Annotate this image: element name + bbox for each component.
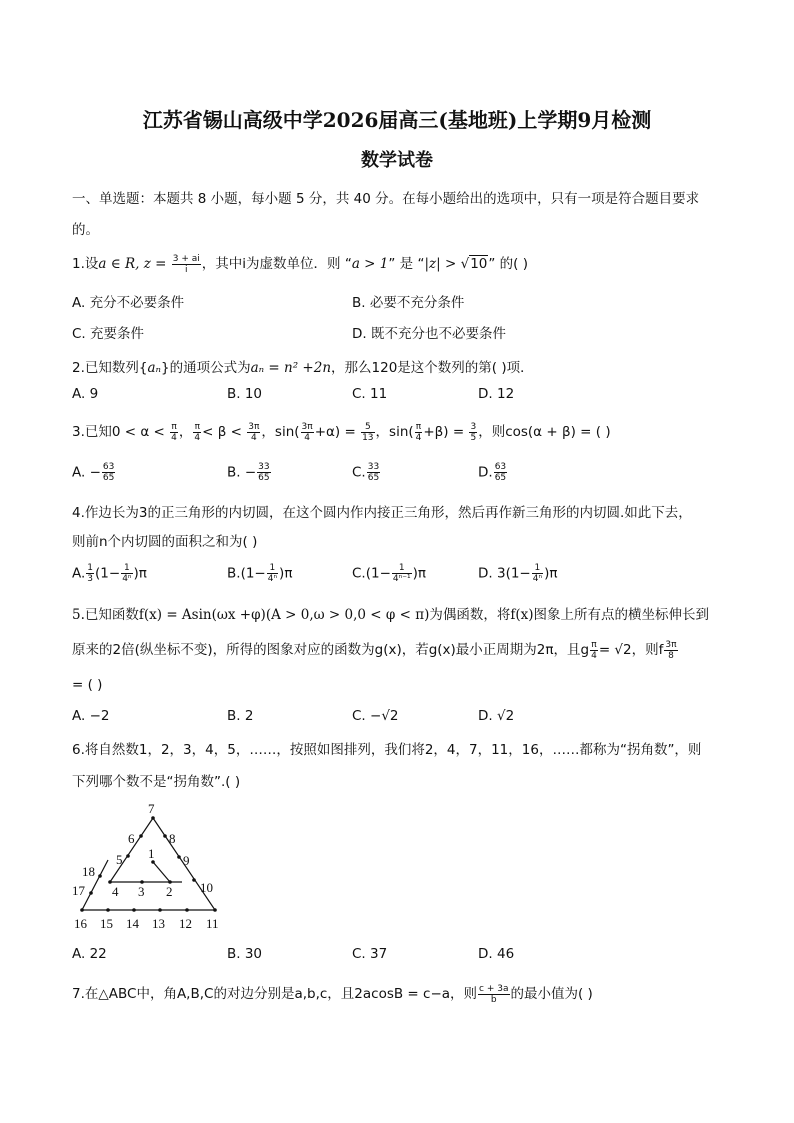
section-instructions-line1: 一、单选题：本题共 8 小题，每小题 5 分，共 40 分。在每小题给出的选项中，只有一项是符合题目要求: [72, 191, 700, 207]
q3-b-d: 65: [258, 473, 270, 483]
q1-mid: ，其中i为虚数单位．则 “: [201, 256, 352, 272]
q3-frac4: [301, 422, 314, 443]
node-8: [163, 834, 167, 838]
q5-f-d: 8: [668, 650, 674, 661]
q4-option-d[interactable]: [478, 563, 557, 584]
q1-post: ” 的( ): [488, 256, 528, 272]
q4-b-fd: 4ⁿ: [267, 574, 278, 584]
q2-option-a[interactable]: A. 9: [72, 386, 99, 402]
q3-f1n: π: [171, 421, 177, 432]
exam-title: 江苏省锡山高级中学2026届高三(基地班)上学期9月检测: [142, 108, 652, 132]
label-7: 7: [148, 801, 155, 816]
q3-f5d: 13: [362, 432, 374, 443]
outer-triangle-edges: [82, 818, 215, 910]
q3-c-label: C.: [352, 464, 366, 481]
node-16: [80, 908, 84, 912]
q1-frac-den: i: [185, 264, 188, 275]
q4-a-post: )π: [133, 565, 147, 582]
q6-option-d[interactable]: D. 46: [478, 946, 515, 962]
q3-f7d: 5: [470, 432, 477, 443]
q3-c-n: 33: [367, 462, 380, 472]
q1-cond: a ∈ R, z =: [98, 256, 167, 272]
q4-a-cd: 3: [87, 574, 94, 584]
q4-b-body: (1−: [240, 565, 266, 582]
q4-c-pre: C.: [352, 565, 366, 582]
q3-b-label: B. −: [227, 464, 257, 481]
q4-a-pre: A.: [72, 565, 86, 582]
node-17: [89, 891, 93, 895]
label-12: 12: [179, 916, 192, 931]
q3-a-n: 63: [102, 462, 115, 472]
q5-option-c[interactable]: C. −√2: [352, 708, 399, 724]
q4-a-fd: 4ⁿ: [122, 574, 132, 584]
q3-c-frac: [367, 462, 380, 483]
corner-number-figure: [70, 798, 230, 938]
q5-option-b[interactable]: B. 2: [227, 708, 254, 724]
label-9: 9: [183, 853, 190, 868]
q3-option-c[interactable]: [352, 462, 381, 483]
q4-b-frac: [267, 563, 278, 584]
q3-d-frac: [494, 462, 507, 483]
q4-a-coef: [86, 563, 94, 584]
q3-a-frac: [102, 462, 115, 483]
q2-option-d[interactable]: D. 12: [478, 386, 515, 402]
section-instructions-line2: 的。: [72, 222, 99, 238]
q5-g-frac: [590, 640, 598, 661]
question-6-line2: 下列哪个数不是“拐角数”.( ): [72, 774, 241, 790]
label-17: 17: [72, 883, 85, 898]
q2-post: ，那么120是这个数列的第( )项．: [331, 360, 534, 376]
q3-a-label: A. −: [72, 464, 101, 481]
label-14: 14: [126, 916, 139, 931]
q7-pre: 7.在△ABC中，角A,B,C的对边分别是a,b,c，且2acosB = c−a，则: [72, 986, 478, 1002]
q4-a-frac: [121, 563, 132, 584]
q2-formula: aₙ = n² +2n: [250, 360, 332, 376]
label-11: 11: [206, 916, 219, 931]
q4-d-fn: 1: [532, 563, 543, 574]
q7-frac: [478, 984, 509, 1005]
node-6: [139, 834, 143, 838]
label-4: 4: [112, 884, 119, 899]
q2-option-b[interactable]: B. 10: [227, 386, 263, 402]
q4-c-frac: [392, 563, 412, 584]
q3-option-d[interactable]: [478, 462, 508, 483]
q5-g-d: 4: [591, 650, 597, 661]
question-4-line2: 则前n个内切圆的面积之和为( ): [72, 534, 258, 550]
q4-d-frac: [532, 563, 543, 584]
question-5-line1: 5.已知函数f(x) = Asin(ωx +φ)(A > 0,ω > 0,0 < φ < π)为偶函数，将f(x)图象上所有点的横坐标伸长到: [72, 607, 710, 623]
q1-option-d[interactable]: D. 既不充分也不必要条件: [352, 326, 506, 342]
label-6: 6: [128, 831, 135, 846]
q3-s5: ，sin(: [375, 424, 414, 440]
q1-option-c[interactable]: C. 充要条件: [72, 326, 145, 342]
q4-c-body: (1−: [365, 565, 391, 582]
q3-f6n: π: [415, 421, 422, 432]
q3-s7: ，则cos(α + β) = ( ): [478, 424, 611, 440]
q4-option-c[interactable]: [352, 563, 426, 584]
q4-option-a[interactable]: [72, 563, 147, 584]
q3-b-n: 33: [258, 462, 270, 472]
q1-fraction: [172, 254, 201, 275]
question-2: [72, 356, 534, 376]
q3-f2d: 4: [194, 432, 201, 443]
label-15: 15: [100, 916, 113, 931]
q3-frac2: [193, 422, 201, 443]
q3-d-n: 63: [494, 462, 507, 472]
q3-d-d: 65: [494, 473, 507, 483]
q6-option-c[interactable]: C. 37: [352, 946, 388, 962]
q1-option-a[interactable]: A. 充分不必要条件: [72, 295, 185, 311]
question-3: [72, 420, 611, 443]
q3-f3n: 3π: [248, 421, 260, 432]
q3-frac5: [361, 422, 374, 443]
q3-frac3: [247, 422, 260, 443]
q4-d-post: )π: [544, 565, 558, 582]
q3-f7n: 3: [470, 421, 477, 432]
label-3: 3: [138, 884, 145, 899]
q3-f2n: π: [194, 421, 200, 432]
q4-c-fd: 4ⁿ⁻¹: [392, 574, 411, 584]
q4-c-post: )π: [412, 565, 426, 582]
label-2: 2: [166, 884, 173, 899]
label-8: 8: [169, 831, 176, 846]
q3-d-label: D.: [478, 464, 493, 481]
node-13: [158, 908, 162, 912]
question-7: [72, 982, 593, 1005]
label-10: 10: [200, 880, 213, 895]
label-1: 1: [148, 846, 155, 861]
q4-d-body: (1−: [505, 565, 531, 582]
q5-line2-pre: 原来的2倍(纵坐标不变)，所得的图象对应的函数为g(x)，若g(x)最小正周期为2π，且g: [72, 642, 590, 658]
q4-d-fd: 4ⁿ: [532, 574, 543, 584]
q7-fd: b: [490, 994, 497, 1005]
q5-option-d[interactable]: D. √2: [478, 708, 515, 724]
q3-option-a[interactable]: [72, 462, 116, 483]
middle-triangle-left: [110, 818, 153, 882]
q5-line2-mid: = √2，则f: [598, 642, 664, 658]
q4-c-fn: 1: [392, 563, 412, 574]
label-13: 13: [152, 916, 165, 931]
label-18: 18: [82, 864, 95, 879]
q4-b-pre: B.: [227, 565, 241, 582]
question-4-line1: 4.作边长为3的正三角形的内切圆，在这个圆内作内接正三角形，然后再作新三角形的内切圆.如此下去，: [72, 505, 692, 521]
q6-option-b[interactable]: B. 30: [227, 946, 263, 962]
q3-s2: < β <: [202, 424, 242, 440]
q5-g-n: π: [591, 639, 597, 650]
q4-b-fn: 1: [267, 563, 278, 574]
node-15: [106, 908, 110, 912]
q3-f6d: 4: [415, 432, 422, 443]
node-14: [132, 908, 136, 912]
label-16: 16: [74, 916, 87, 931]
q3-f4n: 3π: [301, 421, 313, 432]
q7-fn: c + 3a: [479, 983, 509, 994]
q3-f4d: 4: [304, 432, 310, 443]
q1-c2-radicand: 10: [470, 256, 488, 272]
q1-prefix: 1.设: [72, 256, 99, 272]
node-18: [98, 874, 102, 878]
q4-a-body: (1−: [95, 565, 121, 582]
question-5-line3: = ( ): [72, 677, 103, 693]
q3-frac7: [469, 422, 477, 443]
question-6-line1: 6.将自然数1，2，3，4，5，……，按照如图排列，我们将2，4，7，11，16，……都称为“拐角数”，则: [72, 742, 702, 758]
q1-c2: |z| > √: [424, 256, 470, 272]
exam-subtitle: 数学试卷: [361, 150, 433, 171]
q3-f5n: 5: [361, 422, 374, 433]
q3-s1: ，: [178, 424, 193, 440]
q3-s4: +α) =: [314, 424, 356, 440]
q5-option-a[interactable]: A. −2: [72, 708, 110, 724]
q7-post: 的最小值为( ): [510, 986, 593, 1002]
q3-s6: +β) =: [423, 424, 465, 440]
q3-frac6: [415, 422, 423, 443]
q4-b-post: )π: [279, 565, 293, 582]
q2-option-c[interactable]: C. 11: [352, 386, 388, 402]
q3-option-b[interactable]: [227, 462, 272, 483]
question-1: [72, 252, 528, 275]
q4-a-fn: 1: [121, 563, 132, 574]
q1-frac-num: 3 + ai: [172, 253, 200, 264]
q1-mid2: ” 是 “: [388, 256, 425, 272]
q3-f1d: 4: [171, 432, 177, 443]
node-12: [185, 908, 189, 912]
q5-f-frac: [664, 640, 677, 661]
q3-s0: 3.已知0 < α <: [72, 424, 165, 440]
node-10: [192, 878, 196, 882]
q1-option-b[interactable]: B. 必要不充分条件: [352, 295, 465, 311]
q4-a-cn: 1: [87, 563, 94, 573]
node-7: [151, 816, 155, 820]
q3-a-d: 65: [102, 473, 115, 483]
q1-c1: a > 1: [351, 256, 389, 272]
question-5-line2: [72, 638, 679, 661]
q3-frac1: [170, 422, 178, 443]
q3-s3: ，sin(: [261, 424, 300, 440]
q3-f3d: 4: [250, 432, 257, 443]
node-11: [213, 908, 217, 912]
inner-line: [153, 862, 170, 882]
label-5: 5: [116, 852, 123, 867]
node-9: [177, 855, 181, 859]
q3-b-frac: [257, 462, 270, 483]
q2-mid: }的通项公式为: [161, 360, 251, 376]
node-5: [126, 854, 130, 858]
q6-option-a[interactable]: A. 22: [72, 946, 107, 962]
q4-option-b[interactable]: [227, 563, 292, 584]
q5-f-n: 3π: [665, 639, 677, 650]
q3-c-d: 65: [367, 473, 380, 483]
q4-d-pre: D. 3: [478, 565, 506, 582]
q2-pre: 2.已知数列{: [72, 360, 148, 376]
q2-an: aₙ: [147, 360, 162, 376]
